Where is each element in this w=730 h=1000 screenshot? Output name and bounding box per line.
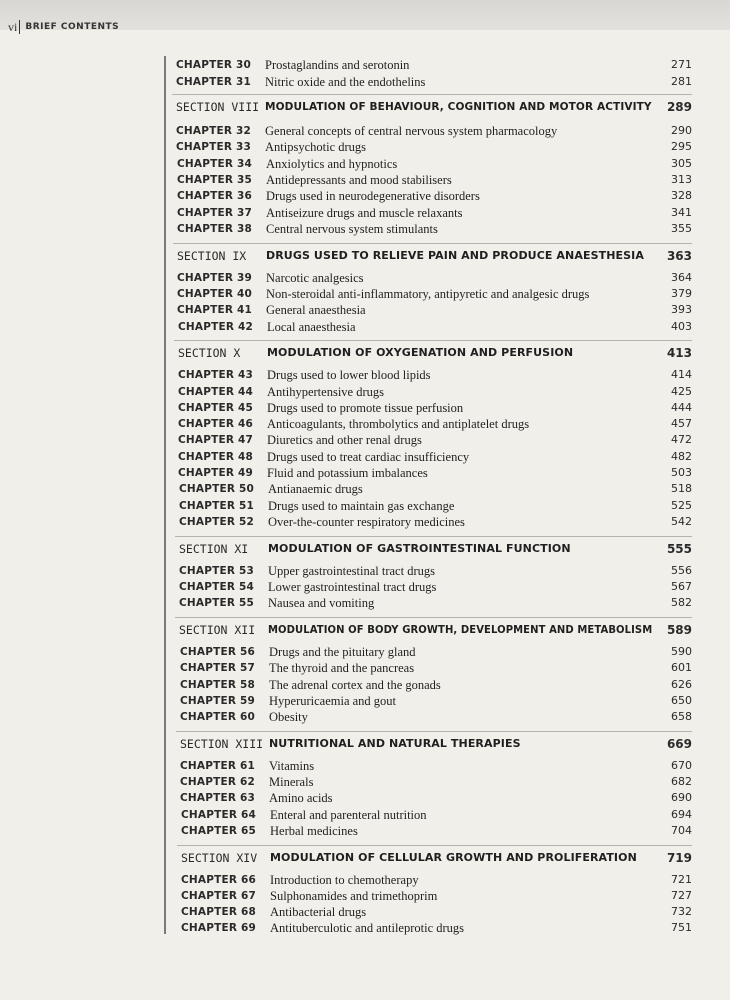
page-number: 556 [671,564,692,577]
chapter-title: Fluid and potassium imbalances [267,466,428,480]
page-number: 393 [671,303,692,316]
page-number: 457 [671,417,692,430]
chapter-title: Drugs used to maintain gas exchange [268,499,455,513]
chapter-label: CHAPTER 65 [181,825,257,837]
chapter-row [0,465,730,481]
chapter-title: Central nervous system stimulants [266,222,438,236]
chapter-label: CHAPTER 66 [181,874,257,886]
chapter-label: CHAPTER 49 [178,467,254,479]
chapter-title: Antidepressants and mood stabilisers [266,173,452,187]
chapter-label: CHAPTER 35 [177,174,253,186]
chapter-label: CHAPTER 59 [180,695,256,707]
chapter-label: CHAPTER 52 [179,516,255,528]
chapter-row [0,888,730,904]
chapter-label: CHAPTER 41 [177,304,253,316]
chapter-label: CHAPTER 33 [176,141,252,153]
chapter-label: CHAPTER 31 [176,76,252,88]
section-heading-row [0,622,730,638]
section-divider [175,536,692,537]
chapter-title: Antiseizure drugs and muscle relaxants [266,206,463,220]
chapter-row [0,481,730,497]
page-number: 555 [666,542,692,556]
page-number: 704 [671,824,692,837]
chapter-row [0,563,730,579]
chapter-label: CHAPTER 68 [181,906,257,918]
chapter-title: Herbal medicines [270,824,358,838]
chapter-row [0,498,730,514]
chapter-row [0,172,730,188]
chapter-title: Hyperuricaemia and gout [269,694,397,708]
chapter-title: Antipsychotic drugs [265,140,367,154]
chapter-title: Drugs used to lower blood lipids [267,368,431,382]
chapter-row [0,416,730,432]
chapter-label: CHAPTER 58 [180,679,256,691]
chapter-label: CHAPTER 48 [178,451,254,463]
chapter-title: The thyroid and the pancreas [269,661,415,675]
section-title: MODULATION OF OXYGENATION AND PERFUSION [267,346,574,359]
chapter-title: Non-steroidal anti-inflammatory, antipyretic and analgesic drugs [266,287,590,301]
page-header [8,20,119,34]
page-number: 690 [671,791,692,804]
chapter-row [0,139,730,155]
chapter-label: CHAPTER 63 [180,792,256,804]
page-number: 601 [671,661,692,674]
chapter-row [0,872,730,888]
section-heading-row [0,850,730,866]
page-number: 295 [671,140,692,153]
page-number: 732 [671,905,692,918]
section-title: DRUGS USED TO RELIEVE PAIN AND PRODUCE ANAESTHESIA [266,249,644,262]
page-number: 379 [671,287,692,300]
chapter-row [0,188,730,204]
page-number: 589 [666,623,692,637]
section-heading-row [0,345,730,361]
chapter-row [0,221,730,237]
chapter-title: Antianaemic drugs [268,482,363,496]
chapter-row [0,709,730,725]
chapter-label: CHAPTER 57 [180,662,256,674]
chapter-row [0,432,730,448]
section-label: SECTION VIII [176,100,260,114]
page-number: 355 [671,222,692,235]
chapter-row [0,823,730,839]
chapter-title: Minerals [269,775,314,789]
page-number: 472 [671,433,692,446]
page-number: 721 [671,873,692,886]
chapter-label: CHAPTER 51 [179,500,255,512]
section-divider [175,617,692,618]
page-number: 425 [671,385,692,398]
section-label: SECTION XII [179,623,256,637]
page-number: 670 [671,759,692,772]
chapter-label: CHAPTER 56 [180,646,256,658]
page-number: 590 [671,645,692,658]
page-number: 582 [671,596,692,609]
chapter-title: Vitamins [269,759,315,773]
chapter-label: CHAPTER 40 [177,288,253,300]
section-title: MODULATION OF BEHAVIOUR, COGNITION AND MOTOR ACTIVITY [265,100,652,113]
chapter-label: CHAPTER 61 [180,760,256,772]
chapter-title: Upper gastrointestinal tract drugs [268,564,435,578]
page-number: 518 [671,482,692,495]
section-label: SECTION XI [179,542,249,556]
chapter-title: General anaesthesia [266,303,366,317]
chapter-title: Prostaglandins and serotonin [265,58,410,72]
chapter-row [0,790,730,806]
chapter-label: CHAPTER 30 [176,59,252,71]
page-number: 414 [671,368,692,381]
section-divider [177,845,692,846]
section-title: NUTRITIONAL AND NATURAL THERAPIES [269,737,521,750]
chapter-row [0,677,730,693]
chapter-title: Lower gastrointestinal tract drugs [268,580,437,594]
chapter-label: CHAPTER 54 [179,581,255,593]
page-number: 682 [671,775,692,788]
section-heading-row [0,99,730,115]
section-divider [173,243,692,244]
chapter-label: CHAPTER 67 [181,890,257,902]
page-number: 413 [666,346,692,360]
chapter-label: CHAPTER 42 [178,321,254,333]
chapter-row [0,286,730,302]
chapter-title: Antihypertensive drugs [267,385,384,399]
chapter-row [0,904,730,920]
chapter-title: Drugs and the pituitary gland [269,645,416,659]
chapter-row [0,449,730,465]
chapter-row [0,74,730,90]
chapter-title: Sulphonamides and trimethoprim [270,889,438,903]
chapter-row [0,758,730,774]
section-divider [176,731,692,732]
running-head: BRIEF CONTENTS [25,22,120,32]
page-number: 503 [671,466,692,479]
chapter-title: Introduction to chemotherapy [270,873,419,887]
page-number: 363 [666,249,692,263]
chapter-label: CHAPTER 69 [181,922,257,934]
page-number: 650 [671,694,692,707]
chapter-title: Nausea and vomiting [268,596,375,610]
chapter-label: CHAPTER 55 [179,597,255,609]
chapter-title: Narcotic analgesics [266,271,364,285]
chapter-row [0,319,730,335]
page-number: 281 [671,75,692,88]
chapter-title: Drugs used to treat cardiac insufficiency [267,450,470,464]
page-number: 444 [671,401,692,414]
page-number: 567 [671,580,692,593]
section-label: SECTION IX [177,249,247,263]
section-divider [174,340,692,341]
chapter-label: CHAPTER 43 [178,369,254,381]
section-heading-row [0,736,730,752]
section-heading-row [0,541,730,557]
chapter-title: Obesity [269,710,308,724]
chapter-title: Antibacterial drugs [270,905,367,919]
page-number: 525 [671,499,692,512]
chapter-label: CHAPTER 50 [179,483,255,495]
chapter-title: Diuretics and other renal drugs [267,433,422,447]
chapter-row [0,270,730,286]
section-divider [172,94,692,95]
chapter-title: Anxiolytics and hypnotics [266,157,398,171]
chapter-row [0,514,730,530]
chapter-row [0,367,730,383]
chapter-title: Drugs used in neurodegenerative disorders [266,189,480,203]
chapter-title: General concepts of central nervous system pharmacology [265,124,558,138]
section-label: SECTION X [178,346,241,360]
chapter-label: CHAPTER 32 [176,125,252,137]
page-number: 289 [666,100,692,114]
section-label: SECTION XIV [181,851,258,865]
chapter-row [0,920,730,936]
chapter-row [0,807,730,823]
page-number: 305 [671,157,692,170]
page-number: 626 [671,678,692,691]
page-number: 669 [666,737,692,751]
section-title: MODULATION OF BODY GROWTH, DEVELOPMENT AND METABOLISM [268,623,653,636]
section-title: MODULATION OF CELLULAR GROWTH AND PROLIFERATION [270,851,637,864]
chapter-row [0,302,730,318]
chapter-label: CHAPTER 62 [180,776,256,788]
page-number: 364 [671,271,692,284]
chapter-row [0,205,730,221]
page-number: 694 [671,808,692,821]
chapter-title: Over-the-counter respiratory medicines [268,515,465,529]
chapter-row [0,156,730,172]
chapter-title: Antituberculotic and antileprotic drugs [270,921,465,935]
chapter-label: CHAPTER 53 [179,565,255,577]
chapter-row [0,579,730,595]
chapter-row [0,774,730,790]
section-heading-row [0,248,730,264]
chapter-title: Anticoagulants, thrombolytics and antiplatelet drugs [267,417,530,431]
page-number: 719 [666,851,692,865]
page-number: 313 [671,173,692,186]
page-number: 341 [671,206,692,219]
chapter-label: CHAPTER 60 [180,711,256,723]
chapter-label: CHAPTER 37 [177,207,253,219]
chapter-row [0,644,730,660]
chapter-title: The adrenal cortex and the gonads [269,678,441,692]
chapter-row [0,660,730,676]
chapter-label: CHAPTER 34 [177,158,253,170]
page-number: 403 [671,320,692,333]
chapter-label: CHAPTER 39 [177,272,253,284]
page-number: 727 [671,889,692,902]
chapter-row [0,595,730,611]
chapter-label: CHAPTER 46 [178,418,254,430]
section-title: MODULATION OF GASTROINTESTINAL FUNCTION [268,542,571,555]
page-number: 751 [671,921,692,934]
chapter-title: Enteral and parenteral nutrition [270,808,427,822]
chapter-row [0,123,730,139]
chapter-row [0,57,730,73]
page-number: 328 [671,189,692,202]
chapter-title: Nitric oxide and the endothelins [265,75,426,89]
chapter-label: CHAPTER 47 [178,434,254,446]
chapter-label: CHAPTER 36 [177,190,253,202]
chapter-label: CHAPTER 45 [178,402,254,414]
chapter-title: Amino acids [269,791,333,805]
page-folio: vi [8,19,18,34]
chapter-label: CHAPTER 64 [181,809,257,821]
chapter-label: CHAPTER 38 [177,223,253,235]
chapter-row [0,400,730,416]
header-divider [19,20,20,34]
page-number: 542 [671,515,692,528]
page-number: 290 [671,124,692,137]
chapter-label: CHAPTER 44 [178,386,254,398]
page-number: 658 [671,710,692,723]
section-label: SECTION XIII [180,737,264,751]
chapter-row [0,693,730,709]
chapter-row [0,384,730,400]
page-number: 482 [671,450,692,463]
page-number: 271 [671,58,692,71]
chapter-title: Drugs used to promote tissue perfusion [267,401,464,415]
chapter-title: Local anaesthesia [267,320,356,334]
